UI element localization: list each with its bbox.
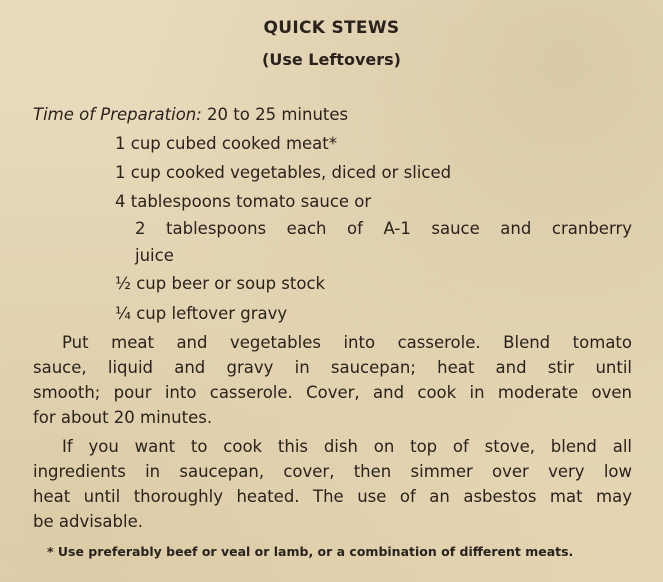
method-paragraph-line: for about 20 minutes. [33,408,213,427]
method-paragraph-line: Put meat and vegetables into casserole. Blend tomato [62,333,632,352]
ingredient-line: 1 cup cooked vegetables, diced or sliced [115,163,452,182]
ingredient-line: 2 tablespoons each of A-1 sauce and cranberry [135,219,632,238]
method-paragraph-line: ingredients in saucepan, cover, then simmer over very low [33,462,632,481]
method-paragraph-line: heat until thoroughly heated. The use of an asbestos mat may [33,487,632,506]
preparation-time-value: 20 to 25 minutes [201,105,349,124]
footnote: * Use preferably beef or veal or lamb, or a combination of different meats. [47,544,574,559]
method-paragraph-line: sauce, liquid and gravy in saucepan; heat and stir until [33,358,632,377]
ingredient-line: 1 cup cubed cooked meat* [115,134,338,153]
ingredient-line: juice [135,246,174,265]
ingredient-line: ¼ cup leftover gravy [115,304,288,323]
recipe-title: QUICK STEWS [263,18,400,38]
method-paragraph-line: smooth; pour into casserole. Cover, and cook in moderate oven [33,383,632,402]
method-paragraph-line: be advisable. [33,512,143,531]
ingredient-line: 4 tablespoons tomato sauce or [115,192,372,211]
preparation-time [33,104,348,126]
preparation-time-label: Time of Preparation: [33,105,202,124]
ingredient-line: ½ cup beer or soup stock [115,274,326,293]
method-paragraph-line: If you want to cook this dish on top of stove, blend all [62,437,632,456]
recipe-subtitle: (Use Leftovers) [262,50,401,69]
